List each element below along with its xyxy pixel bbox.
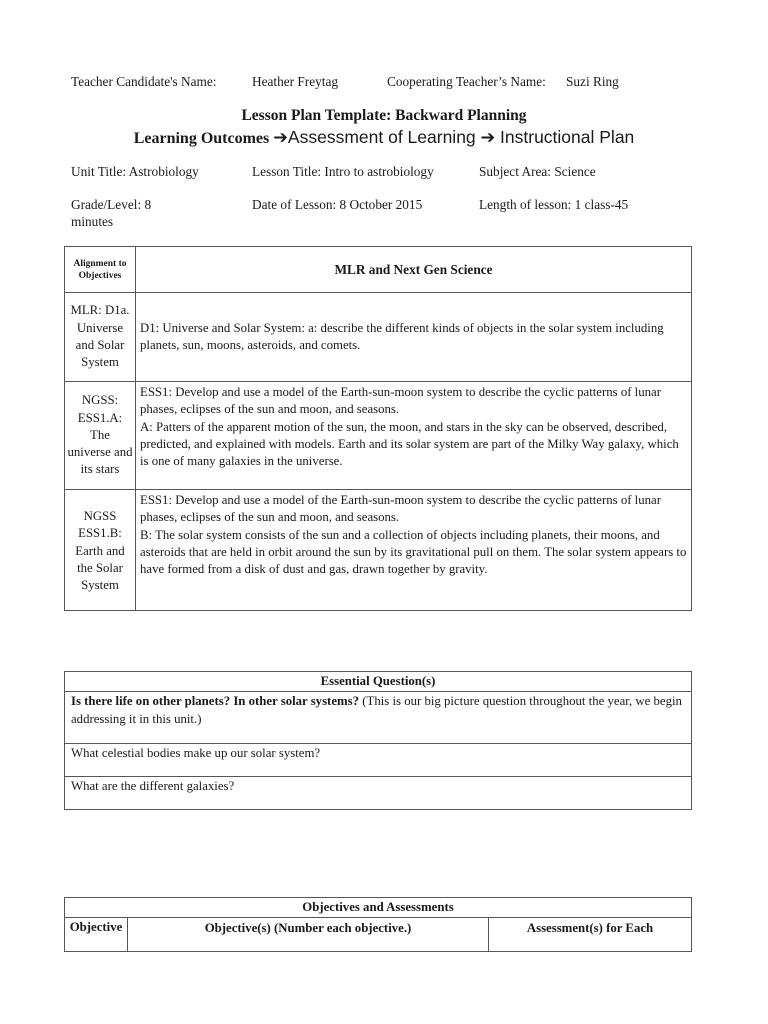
alignment-header: Alignment to Objectives [65,247,136,293]
essential-question-1-note: (This is our big picture question throughout the year, we begin addressing it in this unit.) [71,694,682,726]
table-row [65,293,692,382]
assessments-column-header: Assessment(s) for Each [489,918,692,952]
objectives-table [64,897,692,952]
standards-header: MLR and Next Gen Science [136,247,692,293]
lesson-length-minutes: minutes [71,214,114,229]
objectives-column-header: Objective(s) (Number each objective.) [128,918,489,952]
essential-questions-table [64,671,692,810]
objective-number-header: Objective [65,918,128,952]
standard-text: ESS1: Develop and use a model of the Earth-sun-moon system to describe the cyclic patterns of lunar phases, eclipses of the sun and moon, and seasons. [140,385,661,417]
standard-text: A: Patters of the apparent motion of the sun, the moon, and stars in the sky can be observed, described, predicted, and explained with models. Earth and its solar system are part of the Milky Way galaxy, which is one of many galaxies in the universe. [140,419,679,469]
table-row [65,490,692,611]
objectives-header: Objectives and Assessments [65,898,692,918]
lesson-length: Length of lesson: 1 class-45 [479,197,629,212]
standard-text-cell [136,382,692,490]
alignment-table [64,246,692,611]
subtitle-part1: Learning Outcomes [133,130,274,147]
candidate-name: Heather Freytag [252,74,339,89]
cooperating-teacher-name: Suzi Ring [566,74,619,89]
essential-question-1 [65,692,692,744]
essential-questions-header: Essential Question(s) [65,672,692,692]
essential-question-2: What celestial bodies make up our solar system? [65,744,692,777]
alignment-cell: MLR: D1a. Universe and Solar System [65,293,136,382]
alignment-cell: NGSS: ESS1.A: The universe and its stars [65,382,136,490]
grade-level: Grade/Level: 8 [71,197,152,212]
page-title: Lesson Plan Template: Backward Planning [241,107,527,124]
essential-question-1-bold: Is there life on other planets? In other solar systems? [71,694,360,709]
subject-area: Subject Area: Science [479,164,596,179]
essential-question-3: What are the different galaxies? [65,777,692,810]
unit-title: Unit Title: Astrobiology [71,164,199,179]
candidate-name-label: Teacher Candidate's Name: [71,74,217,89]
subtitle-part2: ➔Assessment of Learning ➔ Instructional Plan [273,127,635,147]
table-header-row [65,247,692,293]
alignment-cell: NGSS ESS1.B: Earth and the Solar System [65,490,136,611]
cooperating-teacher-label: Cooperating Teacher’s Name: [387,74,546,89]
page-subtitle [0,127,768,148]
table-row [65,382,692,490]
standard-text: B: The solar system consists of the sun and a collection of objects including planets, their moons, and asteroids that are held in orbit around the sun by its gravitational pull on them. The solar system appears to have formed from a disk of dust and gas, drawn together by gravity. [140,527,687,577]
standard-text-cell [136,490,692,611]
lesson-title: Lesson Title: Intro to astrobiology [252,164,434,179]
standard-text: ESS1: Develop and use a model of the Earth-sun-moon system to describe the cyclic patterns of lunar phases, eclipses of the sun and moon, and seasons. [140,493,661,525]
lesson-date: Date of Lesson: 8 October 2015 [252,197,423,212]
standard-text: D1: Universe and Solar System: a: describe the different kinds of objects in the solar system including planets, sun, moons, asteroids, and comets. [136,293,692,382]
